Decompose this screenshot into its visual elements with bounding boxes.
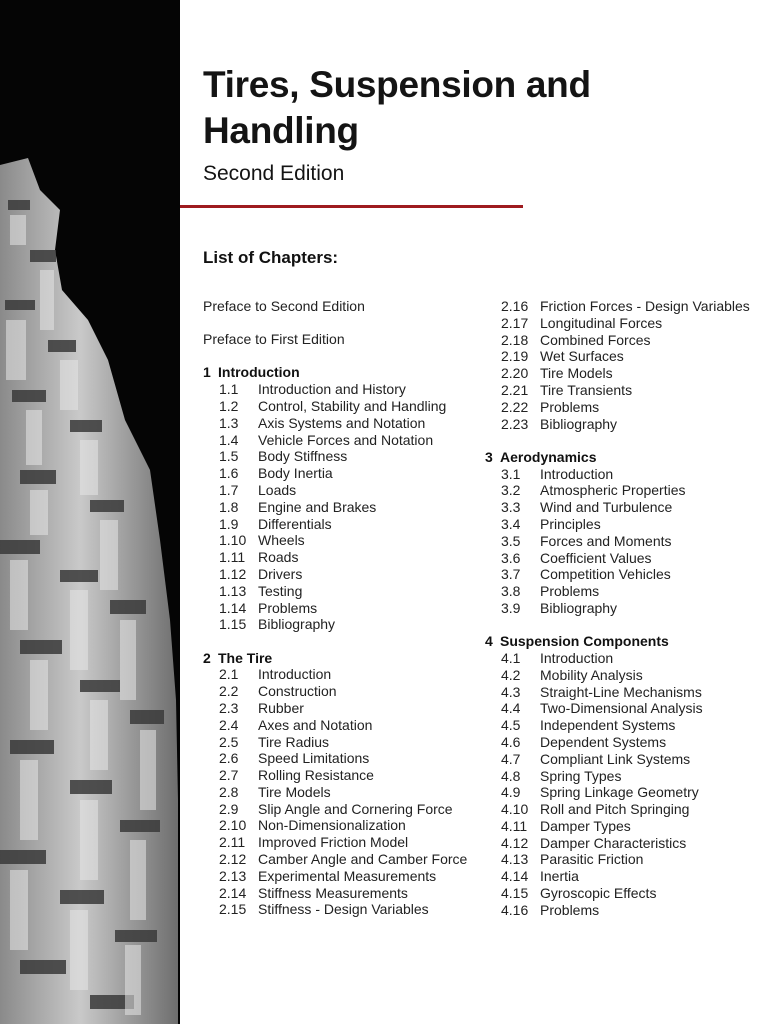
section-number: 2.17 [501,314,529,331]
toc-section-row [203,583,483,600]
section-title: Parasitic Friction [540,851,644,868]
section-number: 3.5 [501,532,521,549]
toc-section-row [485,332,760,349]
toc-section-row [485,768,760,785]
toc-section-row [485,868,760,885]
toc-section-row [203,482,483,499]
toc-section-row [203,885,483,902]
section-number: 4.4 [501,700,521,717]
toc-section-row [485,466,760,483]
section-title: Problems [540,398,600,415]
section-title: Roads [258,549,299,566]
toc-section-row [485,835,760,852]
toc-section-row [203,415,483,432]
section-title: Damper Characteristics [540,834,687,851]
section-number: 4.8 [501,767,521,784]
section-number: 3.9 [501,599,521,616]
section-number: 4.13 [501,851,529,868]
section-number: 1.12 [219,565,247,582]
book-subtitle: Second Edition [203,162,345,185]
section-number: 1.5 [219,448,239,465]
section-title: Experimental Measurements [258,867,437,884]
section-number: 4.5 [501,717,521,734]
section-number: 2.2 [219,683,239,700]
chapter-number: 1 [203,364,211,381]
book-title: Tires, Suspension and Handling [203,64,591,151]
section-number: 2.8 [219,783,239,800]
section-number: 2.10 [219,817,247,834]
section-title: Problems [540,901,600,918]
section-number: 4.3 [501,683,521,700]
section-title: Tire Transients [540,381,633,398]
toc-section-row [203,700,483,717]
toc-section-row [485,482,760,499]
section-title: Independent Systems [540,717,676,734]
section-title: Stiffness - Design Variables [258,901,429,918]
chapter-number: 3 [485,448,493,465]
chapter-number: 4 [485,633,493,650]
toc-chapter-continued [485,298,760,432]
section-number: 2.5 [219,733,239,750]
toc-section-row [203,851,483,868]
toc-section-row [203,499,483,516]
section-title: Introduction [540,465,614,482]
toc-section-row [203,734,483,751]
section-number: 3.3 [501,499,521,516]
section-title: Axes and Notation [258,716,373,733]
toc-section-row [485,700,760,717]
chapter-title: The Tire [218,649,273,666]
toc-section-row [203,767,483,784]
toc-section-row [485,902,760,919]
section-title: Construction [258,683,337,700]
section-number: 2.6 [219,750,239,767]
toc-section-row [485,399,760,416]
toc-section-row [485,734,760,751]
section-title: Speed Limitations [258,750,370,767]
page-content [180,0,768,1024]
section-title: Engine and Brakes [258,498,377,515]
section-title: Straight-Line Mechanisms [540,683,702,700]
chapter-heading [485,449,760,466]
section-number: 1.3 [219,414,239,431]
section-title: Friction Forces - Design Variables [540,298,750,314]
section-title: Atmospheric Properties [540,482,686,499]
section-title: Loads [258,481,297,498]
section-title: Testing [258,582,303,599]
cover-image-panel [0,0,180,1024]
section-number: 4.14 [501,868,529,885]
section-number: 3.1 [501,465,521,482]
section-title: Dependent Systems [540,733,667,750]
chapter-title: Suspension Components [500,633,669,650]
section-number: 2.15 [219,901,247,918]
section-number: 4.7 [501,750,521,767]
section-number: 3.6 [501,549,521,566]
section-number: 2.3 [219,699,239,716]
section-title: Longitudinal Forces [540,314,663,331]
toc-section-row [203,901,483,918]
section-title: Forces and Moments [540,532,672,549]
chapter-title: Aerodynamics [500,448,597,465]
section-number: 1.1 [219,381,239,398]
section-number: 3.7 [501,566,521,583]
section-title: Improved Friction Model [258,834,409,851]
toc-section-row [203,432,483,449]
section-title: Gyroscopic Effects [540,885,657,902]
section-title: Wheels [258,532,305,549]
toc-section-row [203,683,483,700]
section-title: Vehicle Forces and Notation [258,431,434,448]
section-title: Problems [258,599,318,616]
section-title: Mobility Analysis [540,666,643,683]
section-number: 2.7 [219,767,239,784]
section-title: Combined Forces [540,331,651,348]
toc-section-row [485,684,760,701]
section-title: Problems [540,583,600,600]
section-number: 1.15 [219,616,247,633]
toc-section-row [203,868,483,885]
section-number: 2.20 [501,365,529,382]
section-number: 2.14 [219,884,247,901]
section-number: 2.4 [219,716,239,733]
toc-section-row [203,448,483,465]
toc-section-row [203,784,483,801]
toc-section-row [485,751,760,768]
toc-section-row [485,348,760,365]
section-number: 3.2 [501,482,521,499]
toc-section-row [203,817,483,834]
section-number: 4.6 [501,733,521,750]
section-number: 1.11 [219,549,246,566]
toc-section-row [203,600,483,617]
section-number: 2.9 [219,800,239,817]
section-number: 1.8 [219,498,239,515]
section-title: Body Inertia [258,465,333,482]
toc-section-row [485,382,760,399]
section-title: Introduction [258,666,332,683]
preface-entry: Preface to First Edition [203,331,345,348]
section-title: Control, Stability and Handling [258,397,447,414]
preface-entry: Preface to Second Edition [203,298,365,314]
toc-section-row [203,717,483,734]
section-title: Tire Models [540,365,613,382]
toc-chapter [203,650,483,919]
section-number: 2.18 [501,331,529,348]
toc-section-row [485,365,760,382]
toc-section-row [485,499,760,516]
section-number: 1.6 [219,465,239,482]
toc-section-row [203,532,483,549]
toc-section-row [485,784,760,801]
section-title: Bibliography [540,599,618,616]
section-number: 4.9 [501,784,521,801]
section-number: 4.16 [501,901,529,918]
toc-section-row [485,650,760,667]
section-title: Rubber [258,699,304,716]
divider-rule [180,205,523,208]
section-title: Non-Dimensionalization [258,817,406,834]
section-number: 4.1 [501,649,521,666]
section-title: Introduction [540,649,614,666]
section-number: 2.13 [219,867,247,884]
section-number: 2.1 [219,666,239,683]
section-title: Spring Types [540,767,622,784]
section-number: 4.12 [501,834,529,851]
section-title: Introduction and History [258,381,406,398]
section-title: Tire Radius [258,733,330,750]
section-number: 2.19 [501,348,529,365]
toc-section-row [485,600,760,617]
toc-section-row [485,818,760,835]
section-title: Damper Types [540,817,631,834]
toc-section-row [203,398,483,415]
section-title: Stiffness Measurements [258,884,408,901]
toc-section-row [485,851,760,868]
section-number: 1.10 [219,532,247,549]
section-title: Inertia [540,868,579,885]
toc-left-column [203,298,483,935]
toc-section-row [485,533,760,550]
section-number: 3.4 [501,515,521,532]
section-title: Slip Angle and Cornering Force [258,800,453,817]
toc-section-row [203,750,483,767]
chapter-number: 2 [203,649,211,666]
section-number: 4.10 [501,801,529,818]
list-of-chapters-heading: List of Chapters: [203,248,339,267]
section-number: 2.12 [219,851,247,868]
section-number: 1.13 [219,582,247,599]
section-number: 1.14 [219,599,247,616]
chapter-heading [203,364,483,381]
section-number: 4.11 [501,817,528,834]
section-title: Roll and Pitch Springing [540,801,690,818]
toc-section-row [485,566,760,583]
toc-section-row [485,315,760,332]
section-title: Competition Vehicles [540,566,671,583]
chapter-heading [485,633,760,650]
toc-chapter [203,364,483,633]
section-title: Rolling Resistance [258,767,374,784]
chapter-heading [203,650,483,667]
toc-section-row [203,801,483,818]
section-title: Wet Surfaces [540,348,624,365]
section-number: 1.4 [219,431,239,448]
section-title: Differentials [258,515,332,532]
toc-chapter [485,633,760,919]
section-title: Axis Systems and Notation [258,414,426,431]
section-number: 1.2 [219,397,239,414]
toc-section-row [203,834,483,851]
section-number: 4.15 [501,885,529,902]
toc-section-row [203,381,483,398]
toc-section-row [203,549,483,566]
toc-section-row [203,465,483,482]
tire-tread-image [0,0,180,1024]
chapter-title: Introduction [218,364,300,381]
section-number: 1.7 [219,481,239,498]
toc-section-row [203,616,483,633]
toc-section-row [485,516,760,533]
section-title: Coefficient Values [540,549,652,566]
toc-right-column [485,298,760,935]
section-number: 3.8 [501,583,521,600]
toc-chapter [485,449,760,617]
toc-section-row [203,566,483,583]
section-title: Spring Linkage Geometry [540,784,699,801]
section-title: Principles [540,515,601,532]
section-number: 1.9 [219,515,239,532]
section-number: 4.2 [501,666,521,683]
section-title: Tire Models [258,783,331,800]
section-title: Two-Dimensional Analysis [540,700,703,717]
section-number: 2.11 [219,834,246,851]
toc-section-row [485,801,760,818]
section-title: Bibliography [540,415,618,432]
section-number: 2.16 [501,298,529,314]
section-title: Bibliography [258,616,336,633]
toc-section-row [485,717,760,734]
toc-section-row [485,550,760,567]
toc-section-row [485,885,760,902]
toc-section-row [203,666,483,683]
toc-section-row [485,583,760,600]
section-title: Compliant Link Systems [540,750,691,767]
toc-section-row [485,667,760,684]
section-title: Body Stiffness [258,448,348,465]
toc-section-row [203,516,483,533]
section-title: Drivers [258,565,303,582]
section-title: Camber Angle and Camber Force [258,851,468,868]
section-number: 2.21 [501,381,529,398]
section-number: 2.22 [501,398,529,415]
toc-section-row [485,416,760,433]
section-title: Wind and Turbulence [540,499,673,516]
toc-section-row [485,298,760,315]
section-number: 2.23 [501,415,529,432]
